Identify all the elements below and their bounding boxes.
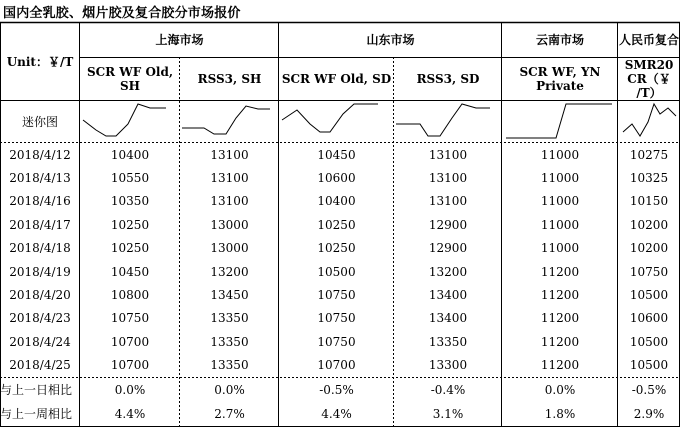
col-scr-sd: SCR WF Old, SD (281, 72, 392, 86)
change-cell: 4.4% (321, 407, 352, 421)
change-cell: 0.0% (214, 383, 245, 397)
price-cell: 13100 (428, 194, 468, 209)
price-cell: 13100 (210, 147, 249, 162)
price-cell: 13350 (210, 311, 249, 326)
price-cell: 10400 (317, 194, 356, 209)
row-date: 2018/4/20 (9, 288, 71, 303)
change-cell: -0.5% (319, 383, 354, 397)
price-cell: 11000 (540, 171, 580, 186)
price-cell: 13350 (428, 334, 468, 349)
change-cell: 3.1% (432, 407, 464, 421)
price-cell: 10700 (317, 358, 356, 373)
row-date: 2018/4/23 (9, 311, 71, 326)
price-cell: 11200 (540, 311, 580, 326)
price-cell: 10500 (629, 358, 669, 373)
price-cell: 11000 (540, 241, 580, 256)
price-cell: 13100 (428, 171, 468, 186)
price-cell: 10550 (110, 171, 150, 186)
price-cell: 10200 (629, 217, 669, 232)
market-shanghai: 上海市场 (155, 33, 204, 47)
price-cell: 10450 (110, 264, 150, 279)
price-cell: 10400 (110, 147, 150, 162)
price-cell: 11200 (540, 264, 580, 279)
col-scr-sh: SCR WF Old, SH (86, 65, 174, 93)
price-cell: 10750 (629, 264, 669, 279)
row-date: 2018/4/24 (9, 334, 71, 349)
row-date: 2018/4/19 (9, 264, 71, 279)
price-cell: 10200 (629, 241, 669, 256)
col-rss3-sh: RSS3, SH (197, 72, 262, 86)
price-cell: 10325 (629, 171, 669, 186)
price-cell: 10500 (629, 288, 669, 303)
price-cell: 11000 (540, 194, 580, 209)
row-date: 2018/4/18 (9, 241, 71, 256)
price-cell: 13400 (428, 311, 468, 326)
change-cell: 2.7% (214, 407, 245, 421)
market-shandong: 山东市场 (366, 33, 415, 47)
price-cell: 13300 (428, 358, 468, 373)
price-cell: 13200 (428, 264, 468, 279)
price-cell: 13200 (210, 264, 249, 279)
price-cell: 10750 (317, 334, 356, 349)
col-rss3-sd: RSS3, SD (416, 72, 480, 86)
price-cell: 13400 (428, 288, 468, 303)
price-cell: 11000 (540, 147, 580, 162)
sparkline-scr-yn (506, 104, 612, 138)
col-scr-yn: SCR WF, YN Private (519, 65, 601, 93)
sparkline-rss3-sd (396, 104, 490, 136)
price-cell: 10450 (317, 147, 356, 162)
change-cell: 4.4% (114, 407, 146, 421)
price-cell: 13000 (210, 217, 249, 232)
price-cell: 13100 (210, 171, 249, 186)
change-cell: 0.0% (114, 383, 146, 397)
price-cell: 13350 (210, 334, 249, 349)
change-cell: -0.5% (631, 383, 667, 397)
price-cell: 10600 (317, 171, 356, 186)
price-cell: 10700 (110, 358, 150, 373)
price-cell: 10600 (629, 311, 669, 326)
change-cell: 2.9% (633, 407, 665, 421)
price-cell: 11200 (540, 358, 580, 373)
price-cell: 11200 (540, 334, 580, 349)
table-title: 国内全乳胶、烟片胶及复合胶分市场报价 (3, 6, 241, 21)
price-cell: 13350 (210, 358, 249, 373)
price-cell: 10250 (110, 217, 150, 232)
row-date: 2018/4/13 (9, 171, 71, 186)
price-cell: 10275 (629, 147, 669, 162)
price-cell: 12900 (428, 241, 468, 256)
sparkline-scr-sd (282, 104, 378, 132)
price-cell: 13000 (210, 241, 249, 256)
sparkline-smr20 (623, 104, 676, 136)
change-cell: -0.4% (430, 383, 466, 397)
row-date: 2018/4/12 (9, 147, 71, 162)
sparkline-scr-sh (83, 104, 166, 136)
col-smr20: SMR20 CR（￥ /T） (624, 58, 674, 100)
price-cell: 10800 (110, 288, 150, 303)
price-cell: 10500 (629, 334, 669, 349)
price-cell: 10350 (110, 194, 150, 209)
price-cell: 10250 (317, 241, 356, 256)
price-cell: 13450 (210, 288, 249, 303)
price-cell: 10250 (110, 241, 150, 256)
row-date: 2018/4/16 (9, 194, 71, 209)
price-cell: 10250 (317, 217, 356, 232)
mini-chart-label: 迷你图 (21, 114, 58, 129)
summary-label: 与上一周相比 (0, 407, 73, 421)
price-cell: 10150 (629, 194, 669, 209)
market-rmb-composite: 人民币复合 (618, 33, 679, 47)
row-date: 2018/4/17 (9, 217, 71, 232)
change-cell: 0.0% (544, 383, 576, 397)
price-cell: 10750 (110, 311, 150, 326)
sparkline-rss3-sh (182, 106, 270, 134)
price-cell: 10750 (317, 311, 356, 326)
price-cell: 13100 (428, 147, 468, 162)
unit-label: Unit：￥/T (6, 54, 74, 69)
price-cell: 10500 (317, 264, 356, 279)
price-cell: 10700 (110, 334, 150, 349)
market-yunnan: 云南市场 (535, 33, 584, 47)
price-cell: 12900 (428, 217, 468, 232)
price-cell: 11200 (540, 288, 580, 303)
change-cell: 1.8% (544, 407, 576, 421)
price-cell: 13100 (210, 194, 249, 209)
row-date: 2018/4/25 (9, 358, 71, 373)
price-cell: 10750 (317, 288, 356, 303)
sparklines (83, 104, 676, 138)
price-cell: 11000 (540, 217, 580, 232)
summary-label: 与上一日相比 (0, 383, 73, 397)
